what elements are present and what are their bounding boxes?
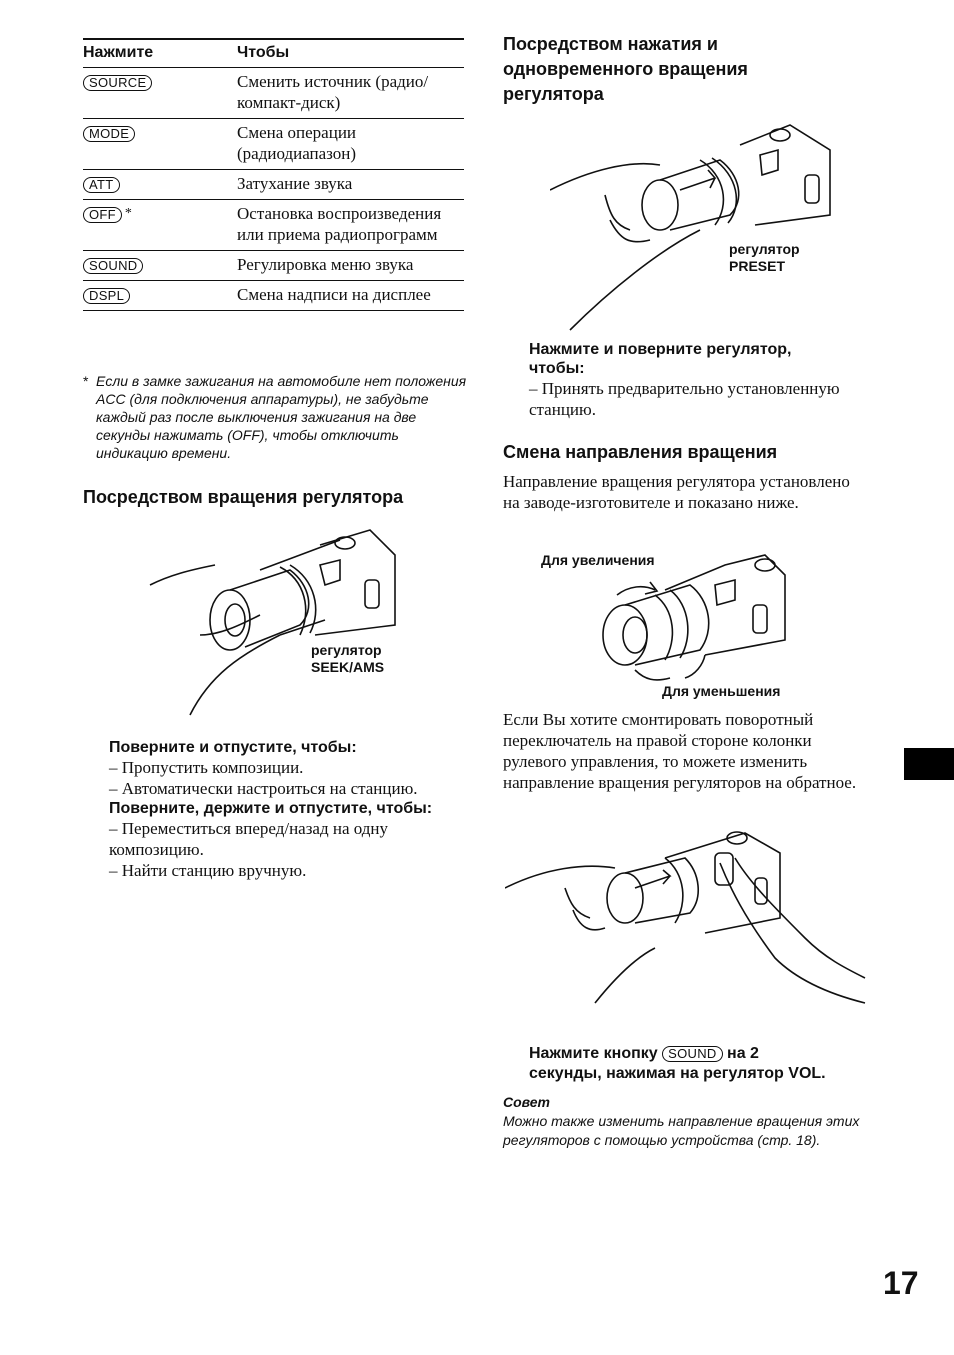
press-rotate-instructions	[529, 340, 849, 420]
table-cell-text: Смена операции (радиодиапазон)	[237, 119, 464, 170]
table-cell-text: Регулировка меню звука	[237, 251, 464, 281]
tip-heading: Совет	[503, 1094, 551, 1110]
direction-intro: Направление вращения регулятора установлено на заводе-изготовителе и показано ниже.	[503, 472, 850, 512]
footnote-text: Если в замке зажигания на автомобиле нет положения ACC (для подключения аппаратуры), не забудьте каждый раз после выключения зажигания на две секунды нажимать (OFF), чтобы отключить индикацию времени.	[96, 373, 467, 461]
table-cell-text: Смена надписи на дисплее	[237, 281, 464, 311]
button-function-table	[83, 38, 464, 311]
sound-button-press-illustration	[505, 828, 870, 1008]
instruction-label: Поверните, держите и отпустите, чтобы:	[109, 800, 433, 817]
table-row	[83, 281, 464, 311]
seek-ams-knob-illustration	[140, 525, 410, 725]
instruction-after: на 2	[727, 1045, 759, 1062]
table-cell-text: Остановка воспроизведения или приема радиопрограмм	[237, 200, 464, 251]
increase-label: Для увеличения	[541, 552, 655, 568]
table-row	[83, 170, 464, 200]
att-button-label: ATT	[83, 177, 120, 193]
heading-direction: Смена направления вращения	[503, 442, 778, 462]
table-cell-text: Затухание звука	[237, 170, 464, 200]
instruction-label: Поверните и отпустите, чтобы:	[109, 739, 357, 756]
section-tab-marker	[904, 748, 954, 780]
sound-instruction	[529, 1044, 889, 1084]
caption-line: SEEK/AMS	[311, 659, 385, 675]
caption-line: PRESET	[729, 258, 786, 274]
page-number: 17	[883, 1265, 919, 1301]
mode-button-label: MODE	[83, 126, 135, 142]
table-header-row	[83, 39, 464, 68]
table-header-purpose: Чтобы	[237, 39, 464, 68]
direction-paragraph: Если Вы хотите смонтировать поворотный переключатель на правой стороне колонки рулевого управления, то можете изменить направление вращения регуляторов на обратное.	[503, 710, 857, 792]
seek-ams-caption	[311, 642, 384, 676]
instruction-line2: секунды, нажимая на регулятор VOL.	[529, 1065, 826, 1082]
heading-press-rotate: Посредством нажатия и одновременного вращения регулятора	[503, 34, 748, 104]
caption-line: регулятор	[729, 241, 800, 257]
table-cell-text: Сменить источник (радио/компакт-диск)	[237, 68, 464, 119]
off-button-label: OFF	[83, 207, 122, 223]
preset-knob-illustration	[550, 120, 840, 340]
sound-button-label: SOUND	[83, 258, 143, 274]
instruction-label: Нажмите и поверните регулятор, чтобы:	[529, 341, 792, 377]
sound-button-label: SOUND	[662, 1046, 722, 1062]
caption-line: регулятор	[311, 642, 382, 658]
decrease-label: Для уменьшения	[662, 683, 781, 699]
table-row	[83, 200, 464, 251]
instruction-before: Нажмите кнопку	[529, 1045, 658, 1062]
instruction-item: – Автоматически настроиться на станцию.	[109, 779, 418, 798]
footnote	[83, 372, 468, 462]
rotate-instructions	[109, 738, 469, 881]
heading-rotate: Посредством вращения регулятора	[83, 487, 404, 507]
footnote-star: *	[124, 206, 132, 221]
preset-caption	[729, 241, 800, 275]
source-button-label: SOURCE	[83, 75, 152, 91]
tip-text: Можно также изменить направление вращения этих регуляторов с помощью устройства (стр. 18).	[503, 1113, 860, 1148]
table-row	[83, 119, 464, 170]
instruction-item: – Пропустить композиции.	[109, 758, 304, 777]
instruction-item: – Переместиться вперед/назад на одну композицию.	[109, 819, 389, 859]
table-row	[83, 251, 464, 281]
instruction-item: – Принять предварительно установленную станцию.	[529, 379, 840, 419]
instruction-item: – Найти станцию вручную.	[109, 861, 307, 880]
footnote-mark: *	[83, 373, 89, 389]
direction-knob-illustration	[595, 550, 790, 695]
table-row	[83, 68, 464, 119]
table-header-press: Нажмите	[83, 39, 237, 68]
dspl-button-label: DSPL	[83, 288, 130, 304]
